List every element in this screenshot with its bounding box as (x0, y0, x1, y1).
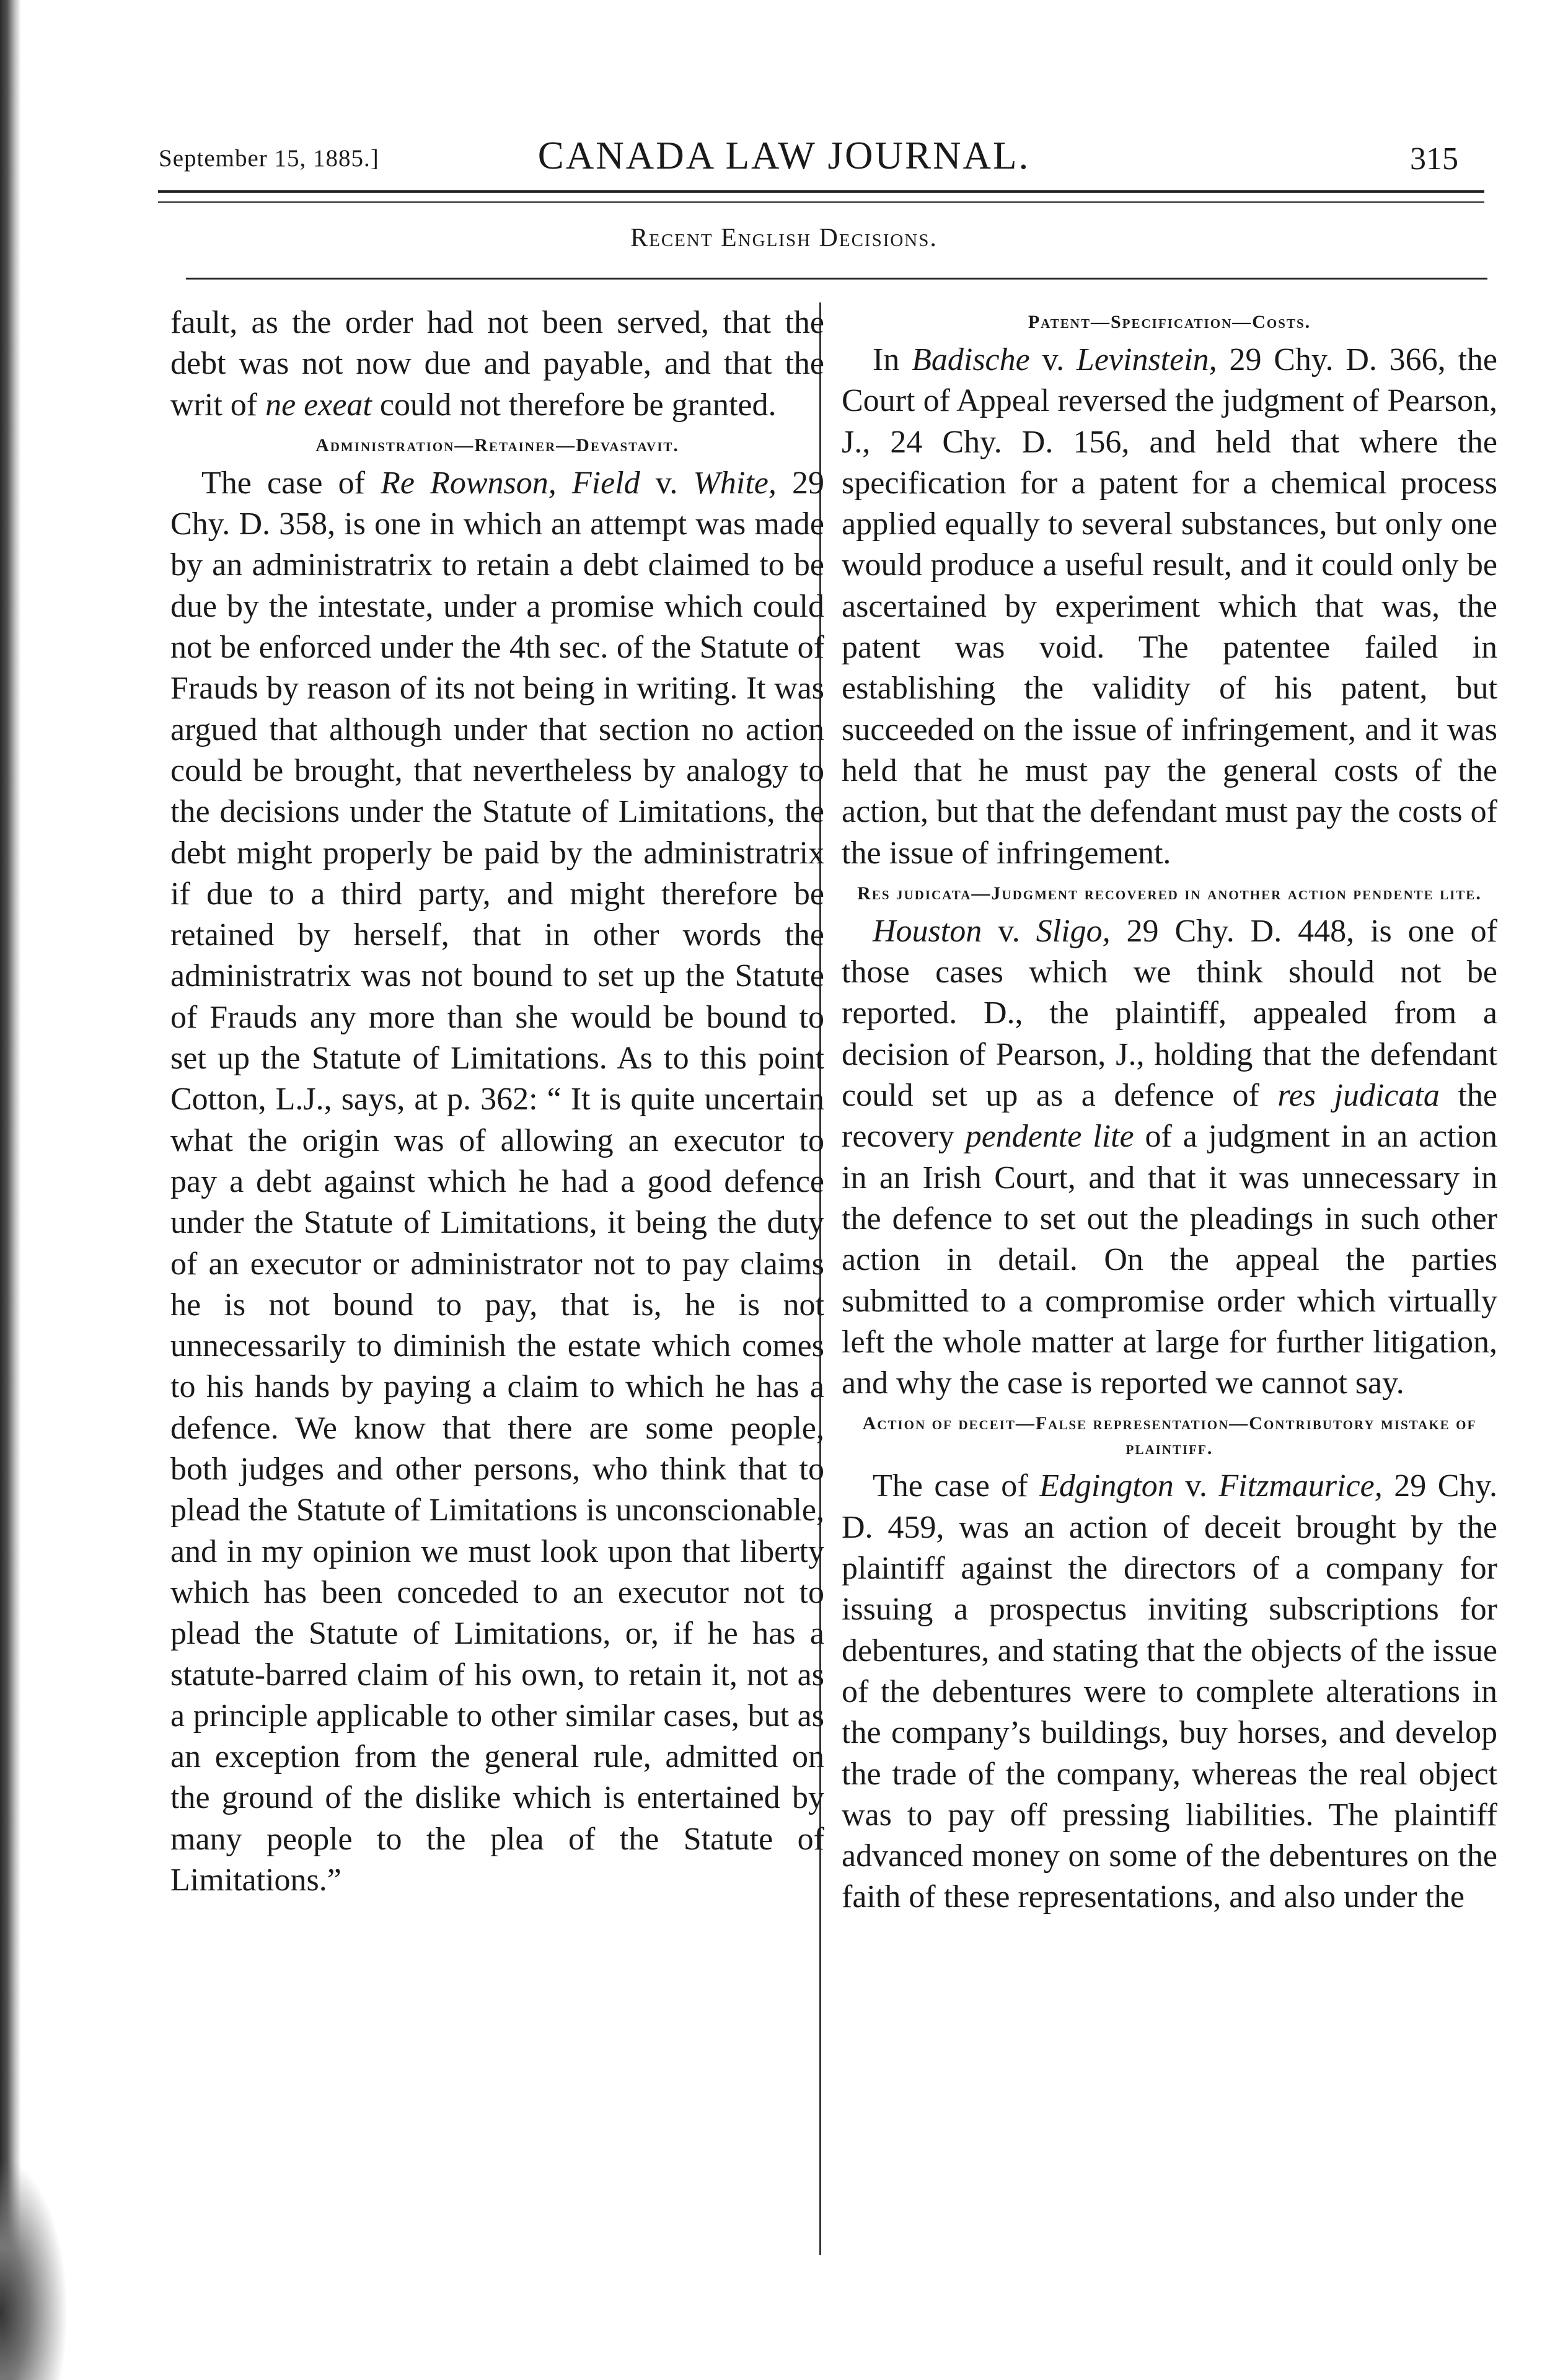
case-name: Houston (873, 913, 982, 949)
text: 29 Chy. D. 459, was an action of deceit brought by the plaintiff against the directors of a company for issuing a prospectus inviting subscriptions for debentures, and stating that the objects of the issue of the debentures were to complete alterations in the company’s buildings, buy horses, and develop the trade of the company, whereas the real object was to pay off pressing liabilities. The plaintiff advanced money on some of the debentures on the faith of these representations, and also under the (842, 1468, 1498, 1915)
text: v. (1029, 342, 1077, 377)
text: The case of (873, 1468, 1040, 1504)
latin-term: res judicata (1277, 1078, 1440, 1114)
scan-corner-shadow (0, 2157, 68, 2380)
case-name: Sligo, (1036, 913, 1111, 949)
case-name: Fitzmaurice, (1218, 1468, 1383, 1504)
heading-res-judicata: Res judicata—Judgment recovered in another action pendente lite. (857, 883, 1482, 904)
header-rule-top (158, 190, 1484, 193)
scan-edge-shadow (0, 0, 21, 2380)
paragraph-edgington (842, 1466, 1497, 1918)
left-column (170, 302, 824, 1901)
case-name: Badische (912, 342, 1030, 377)
text: 29 Chy. D. 448, is one of those cases which we think should not be reported. D., the plaintiff, appealed from a decision of Pearson, J., holding that the defendant could set up as a defence of (842, 913, 1497, 1114)
section-rule (186, 278, 1487, 280)
paragraph-houston (842, 911, 1497, 1404)
latin-ne-exeat: ne exeat (265, 387, 372, 423)
header-rule-bottom (158, 201, 1484, 203)
journal-title: CANADA LAW JOURNAL. (537, 134, 1031, 177)
latin-term: pendente lite (965, 1119, 1134, 1155)
heading-deceit: Action of deceit—False representation—Contributory mistake of plaintiff. (862, 1413, 1477, 1459)
issue-date: September 15, 1885.] (159, 145, 379, 172)
paragraph-rownson (170, 463, 824, 1901)
text: v. (1173, 1468, 1219, 1504)
text: 29 Chy. D. 358, is one in which an attempt was made by an administratrix to retain a debt claimed to be due by the intestate, under a promise which could not be enforced under the 4th sec. of the Statute of Frauds by reason of its not being in writing. It was argued that although under that section no action could be brought, that nevertheless by analogy to the decisions under the Statute of Limitations, the debt might properly be paid by the administratrix if due to a third party, and might therefore be retained by herself, that in other words the administratrix was not bound to set up the Statute of Frauds any more than she would be bound to set up the Statute of Limitations. As to this point Cotton, L.J., says, at p. 362: “ It is quite uncertain what the origin was of allowing an executor to pay a debt against which he had a good defence under the Statute of Limitations, it being the duty of an executor or administrator not to pay claims he is not bound to pay, that is, he is not unnecessarily to diminish the estate which comes to his hands by paying a claim to which he has a defence. We know that there are some people, both judges and other persons, who think that to plead the Statute of Limitations is unconscionable, and in my opinion we must look upon that liberty which has been conceded to an executor not to plead the Statute of Limitations, or, if he has a statute-barred claim of his own, to retain it, not as a principle applicable to other similar cases, but as an exception from the general rule, admitted on the ground of the dislike which is entertained by many people to the plea of the Statute of Limitations.” (170, 465, 825, 1898)
text: v. (640, 465, 694, 501)
section-title: Recent English Decisions. (630, 224, 938, 252)
page-header (0, 127, 1568, 189)
paragraph-continued: fault, as the order had not been served, that the debt was not now due and payable, and that the writ of ne exeat could not therefore be granted. (170, 305, 824, 423)
heading-administration: Administration—Retainer—Devastavit. (315, 434, 679, 456)
case-name: White, (693, 465, 777, 501)
case-name: Levinstein, (1076, 342, 1217, 377)
case-name: Edgington (1039, 1468, 1174, 1504)
text: v. (982, 913, 1036, 949)
paragraph-badische (842, 340, 1497, 874)
text: the recovery (842, 1078, 1497, 1155)
heading-patent: Patent—Specification—Costs. (1028, 312, 1311, 332)
text: The case of (201, 465, 381, 501)
text: 29 Chy. D. 366, the Court of Appeal reversed the judgment of Pearson, J., 24 Chy. D. 156, and held that where the specification for a patent for a chemical process applied equally to several substances, but only one would produce a useful result, and it could only be ascertained by experiment which that was, the patent was void. The patentee failed in establishing the validity of his patent, but succeeded on the issue of infringement, and it was held that he must pay the general costs of the action, but that the defendant must pay the costs of the issue of infringement. (842, 342, 1497, 871)
case-name: Re Rownson, Field (381, 465, 640, 501)
right-column (842, 302, 1497, 1918)
text: In (873, 342, 912, 377)
text: of a judgment in an action in an Irish Court, and that it was unnecessary in the defence to set out the pleadings in such other action in detail. On the appeal the parties submitted to a compromise order which virtually left the whole matter at large for further litigation, and why the case is reported we cannot say. (842, 1119, 1497, 1401)
page-number: 315 (1410, 141, 1458, 177)
